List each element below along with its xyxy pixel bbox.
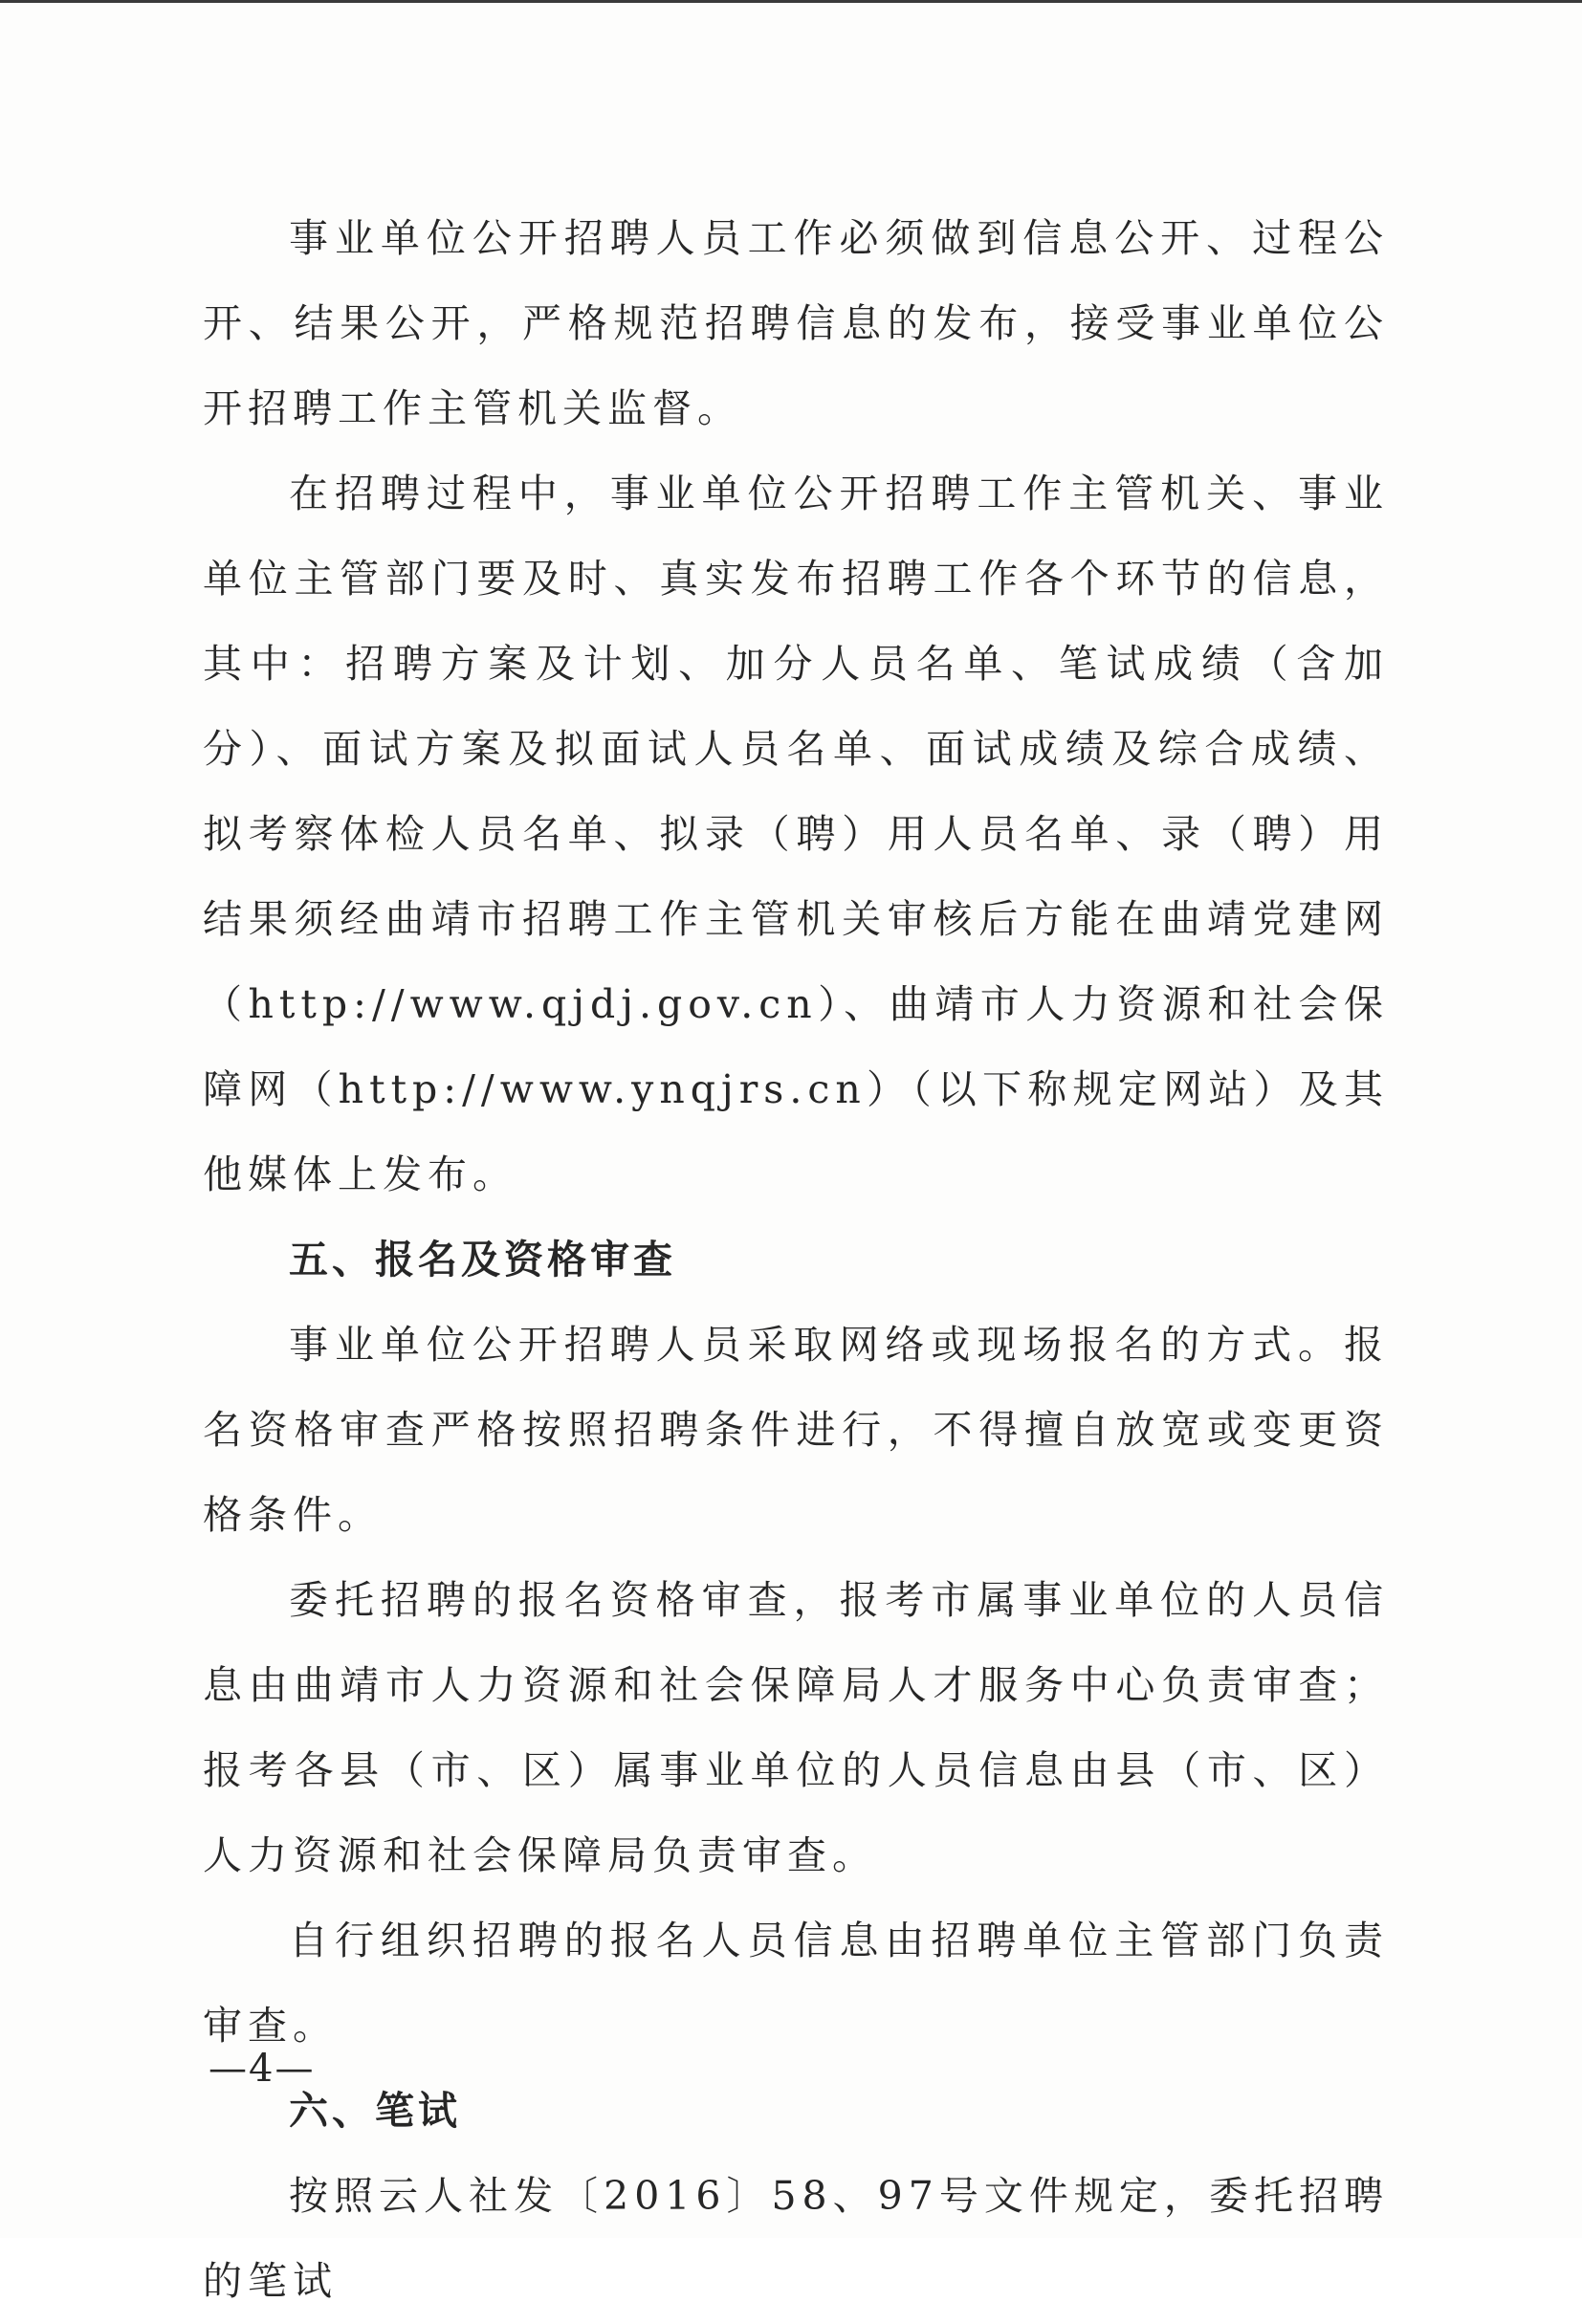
- section-heading-written-exam: 六、笔试: [289, 2088, 461, 2134]
- document-body: [203, 196, 1389, 2324]
- paragraph-written-exam: 按照云人社发〔2016〕58、97号文件规定，委托招聘的笔试: [203, 2173, 1389, 2304]
- paragraph-registration-method: 事业单位公开招聘人员采取网络或现场报名的方式。报名资格审查严格按照招聘条件进行，不得擅自放宽或变更资格条件。: [203, 1322, 1389, 1538]
- paragraph-entrusted-review: 委托招聘的报名资格审查，报考市属事业单位的人员信息由曲靖市人力资源和社会保障局人才服务中心负责审查；报考各县（市、区）属事业单位的人员信息由县（市、区）人力资源和社会保障局负责审查。: [203, 1577, 1389, 1878]
- paragraph-recruitment-process: 在招聘过程中，事业单位公开招聘工作主管机关、事业单位主管部门要及时、真实发布招聘工作各个环节的信息，其中：招聘方案及计划、加分人员名单、笔试成绩（含加分）、面试方案及拟面试人员名单、面试成绩及综合成绩、拟考察体检人员名单、拟录（聘）用人员名单、录（聘）用结果须经曲靖市招聘工作主管机关审核后方能在曲靖党建网（http://www.qjdj.gov.cn）、曲靖市人力资源和社会保障网（http://www.ynqjrs.cn）（以下称规定网站）及其他媒体上发布。: [203, 471, 1389, 1197]
- paragraph-self-organized-review: 自行组织招聘的报名人员信息由招聘单位主管部门负责审查。: [203, 1918, 1389, 2049]
- section-heading-registration: 五、报名及资格审查: [289, 1237, 676, 1283]
- paragraph-info-disclosure: 事业单位公开招聘人员工作必须做到信息公开、过程公开、结果公开，严格规范招聘信息的发布，接受事业单位公开招聘工作主管机关监督。: [203, 215, 1389, 431]
- page-number: —4—: [209, 2047, 316, 2091]
- scan-top-edge: [0, 0, 1582, 3]
